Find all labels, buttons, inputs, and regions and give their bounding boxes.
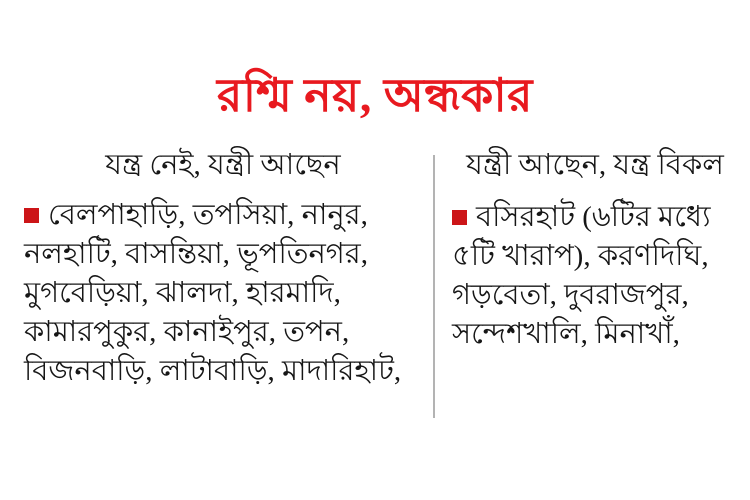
right-column-body	[452, 198, 738, 354]
left-column	[24, 146, 422, 391]
right-column	[452, 146, 738, 354]
right-column-header: যন্ত্রী আছেন, যন্ত্র বিকল	[466, 149, 724, 181]
red-square-bullet-icon	[24, 208, 39, 223]
left-column-place-list: বেলপাহাড়ি, তপসিয়া, নানুর, নলহাটি, বাসন্তিয়া, ভূপতিনগর, মুগবেড়িয়া, ঝালদা, হারমাদি, কামারপুকুর, কানাইপুর, তপন, বিজনবাড়ি, লাটাবাড়ি, মাদারিহাট,	[24, 199, 402, 387]
right-column-place-list: বসিরহাট (৬টির মধ্যে ৫টি খারাপ), করণদিঘি, গড়বেতা, দুবরাজপুর, সন্দেশখালি, মিনাখাঁ,	[452, 201, 711, 350]
left-column-body	[24, 196, 422, 391]
column-divider	[433, 155, 435, 418]
page-title: রশ্মি নয়, অন্ধকার	[217, 70, 533, 121]
red-square-bullet-icon	[452, 210, 467, 225]
left-column-header: যন্ত্র নেই, যন্ত্রী আছেন	[105, 149, 341, 181]
